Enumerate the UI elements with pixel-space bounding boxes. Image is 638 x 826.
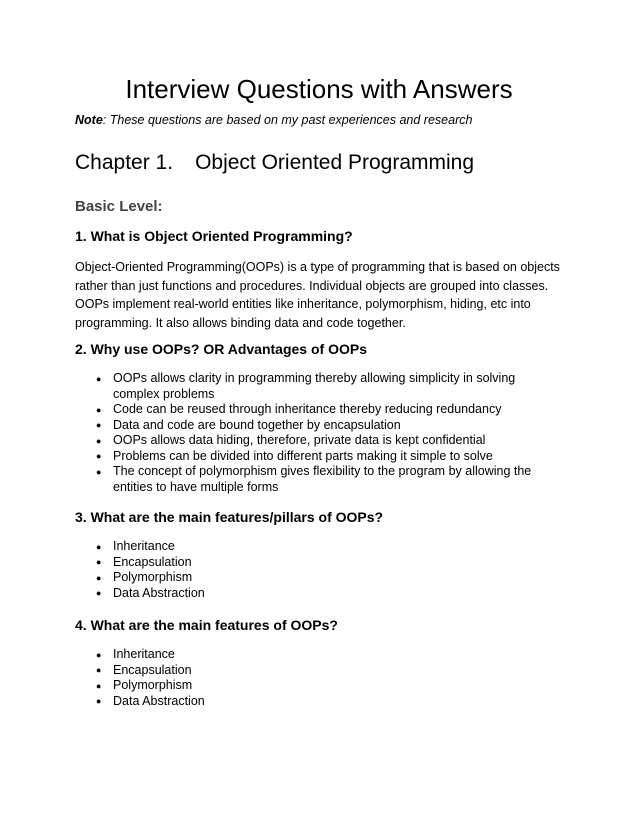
bullet-item [96, 539, 563, 555]
bullet-icon: ● [96, 541, 102, 552]
bullet-text: Inheritance [113, 647, 175, 661]
bullet-icon: ● [96, 649, 102, 660]
answer-paragraph-1: Object-Oriented Programming(OOPs) is a type of programming that is based on objects rather than just functions and procedures. Individual objects are grouped into classes. OOPs implement real-world entities like inheritance, polymorphism, hiding, etc into programming. It also allows binding data and code together. [75, 260, 560, 330]
bullet-item [96, 417, 563, 434]
bullet-item [96, 662, 563, 679]
bullet-icon: ● [96, 696, 102, 706]
doc-title: Interview Questions with Answers [125, 74, 513, 104]
note-text: : These questions are based on my past experiences and research [102, 113, 473, 127]
bullet-icon: ● [96, 420, 102, 430]
question-heading-4: 4. What are the main features of OOPs? [75, 617, 338, 633]
bullet-icon: ● [96, 557, 102, 567]
bullet-item [96, 371, 563, 402]
bullet-icon: ● [96, 572, 102, 583]
chapter-number: Chapter 1. [75, 151, 174, 174]
note-line [75, 113, 563, 128]
bullet-item [96, 433, 563, 449]
bullet-icon: ● [96, 665, 102, 675]
bullet-item [96, 647, 563, 663]
bullet-item [96, 448, 563, 465]
bullet-list-q4 [75, 647, 563, 709]
bullet-icon: ● [96, 404, 102, 415]
bullet-text: Polymorphism [113, 678, 193, 692]
bullet-icon: ● [96, 373, 102, 384]
question-heading-2: 2. Why use OOPs? OR Advantages of OOPs [75, 341, 367, 357]
question-heading-3: 3. What are the main features/pillars of OOPs? [75, 509, 384, 525]
bullet-icon: ● [96, 680, 102, 691]
level-heading: Basic Level: [75, 198, 163, 215]
bullet-icon: ● [96, 451, 102, 461]
bullet-text: Inheritance [113, 539, 175, 553]
bullet-item [96, 554, 563, 571]
bullet-item [96, 693, 563, 710]
bullet-icon: ● [96, 466, 102, 477]
bullet-text: The concept of polymorphism gives flexibility to the program by allowing the entities to have multiple forms [113, 464, 532, 494]
chapter-name: Object Oriented Programming [195, 151, 475, 174]
bullet-text: Encapsulation [113, 554, 192, 569]
bullet-list-q2 [75, 371, 563, 495]
bullet-text: Code can be reused through inheritance thereby reducing redundancy [113, 402, 502, 416]
bullet-text: Polymorphism [113, 570, 193, 584]
bullet-item [96, 402, 563, 418]
bullet-item [96, 585, 563, 602]
bullet-item [96, 464, 563, 495]
bullet-text: Data and code are bound together by encapsulation [113, 417, 401, 432]
bullet-item [96, 570, 563, 586]
bullet-text: Problems can be divided into different parts making it simple to solve [113, 448, 493, 463]
bullet-text: OOPs allows clarity in programming thereby allowing simplicity in solving complex problems [113, 371, 516, 401]
question-heading-1: 1. What is Object Oriented Programming? [75, 228, 353, 244]
bullet-list-q3 [75, 539, 563, 601]
bullet-icon: ● [96, 435, 102, 446]
bullet-icon: ● [96, 588, 102, 598]
bullet-text: Data Abstraction [113, 693, 205, 708]
bullet-text: Encapsulation [113, 662, 192, 677]
chapter-heading [75, 150, 563, 176]
bullet-item [96, 678, 563, 694]
note-label: Note [75, 113, 103, 127]
bullet-text: OOPs allows data hiding, therefore, private data is kept confidential [113, 433, 486, 447]
bullet-text: Data Abstraction [113, 585, 205, 600]
